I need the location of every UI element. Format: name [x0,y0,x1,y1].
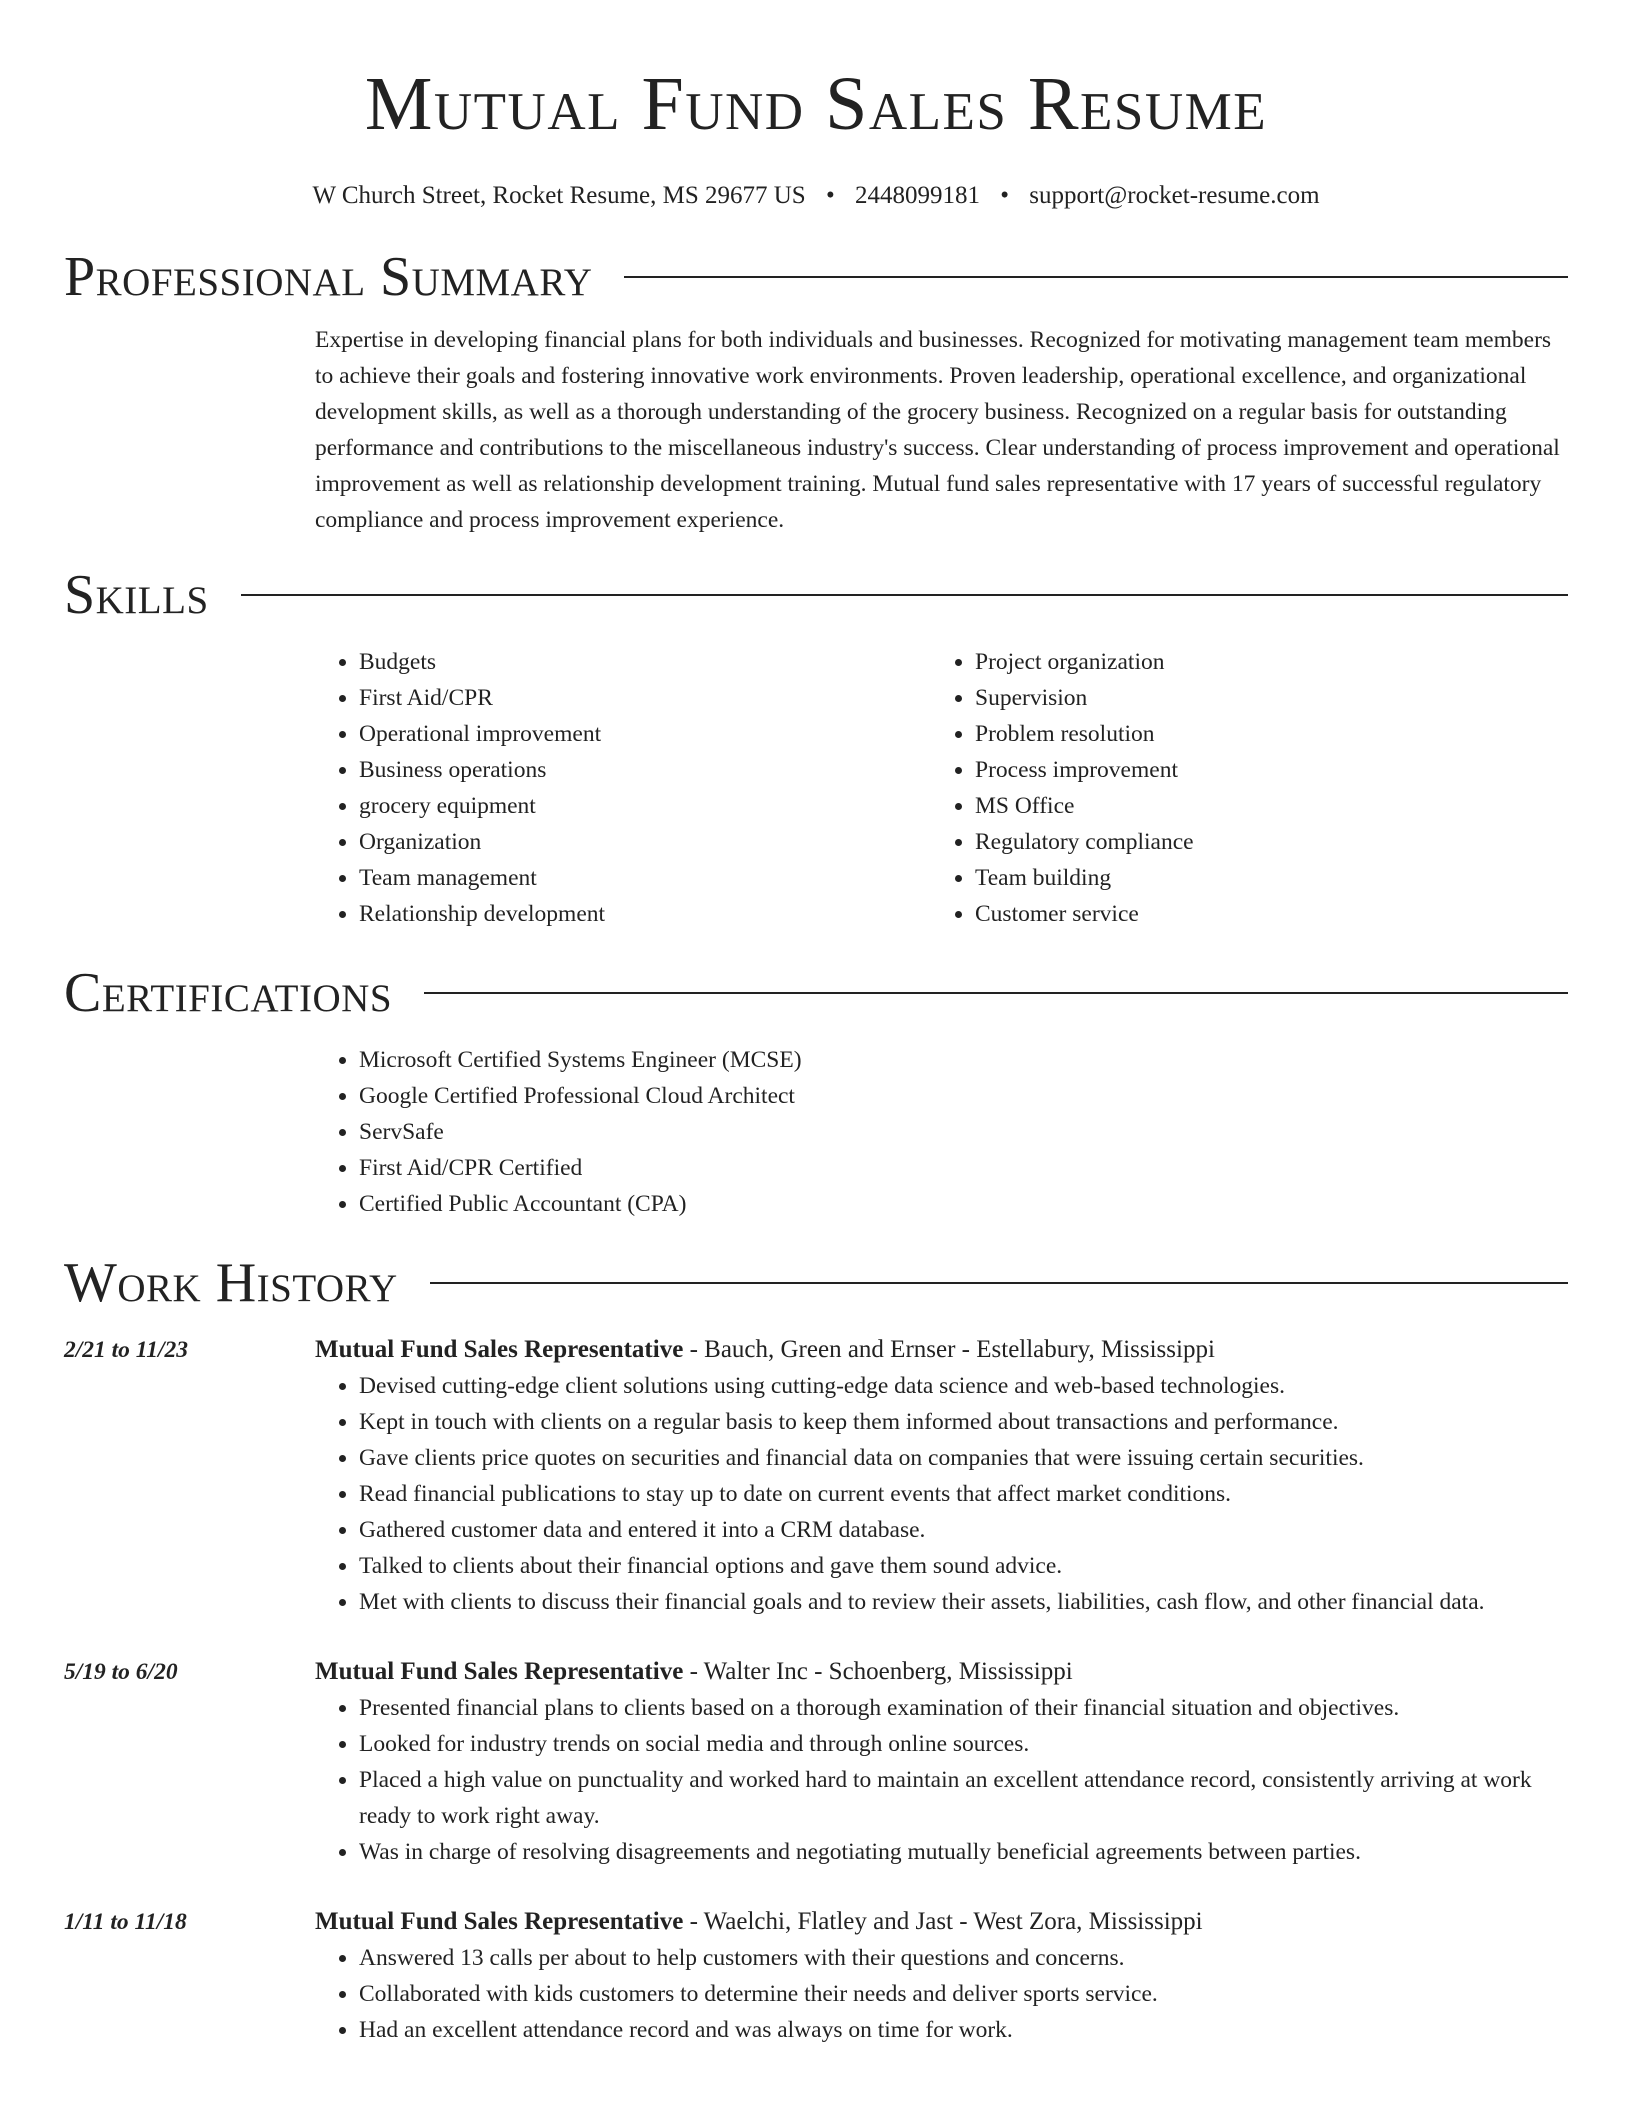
job-duty: • Talked to clients about their financial options and gave them sound advice. [359,1548,1568,1584]
skill-item: • Problem resolution [975,716,1547,752]
job-duty: • Presented financial plans to clients based on a thorough examination of their financial situation and objectives. [359,1690,1568,1726]
certifications-list [315,1042,1568,1222]
skill-item: • Operational improvement [359,716,931,752]
job-dates: 5/19 to 6/20 [64,1659,178,1685]
certification-item: • First Aid/CPR Certified [359,1150,1568,1186]
contact-separator: • [825,182,835,209]
job-duty: • Gathered customer data and entered it into a CRM database. [359,1512,1568,1548]
job-duties [315,1940,1568,2048]
job-title: Mutual Fund Sales Representative [315,1908,684,1935]
skills-grid [315,644,1568,932]
skills-column-left [315,644,931,932]
job-entry [64,1654,1568,1870]
section-divider [624,276,1568,278]
certification-item: • Google Certified Professional Cloud Architect [359,1078,1568,1114]
skill-item: • Customer service [975,896,1547,932]
job-duty: • Gave clients price quotes on securities and financial data on companies that were issuing certain securities. [359,1440,1568,1476]
job-dates: 1/11 to 11/18 [64,1909,187,1935]
skill-item: • Budgets [359,644,931,680]
job-employer: - Waelchi, Flatley and Jast - West Zora, Mississippi [683,1908,1203,1935]
skill-item: • grocery equipment [359,788,931,824]
job-heading [315,1654,1568,1690]
skill-item: • MS Office [975,788,1547,824]
job-title: Mutual Fund Sales Representative [315,1658,684,1685]
job-duty: • Was in charge of resolving disagreements and negotiating mutually beneficial agreements between parties. [359,1834,1568,1870]
job-duty: • Looked for industry trends on social media and through online sources. [359,1726,1568,1762]
job-duty: • Devised cutting-edge client solutions using cutting-edge data science and web-based technologies. [359,1368,1568,1404]
job-employer: - Bauch, Green and Ernser - Estellabury, Mississippi [683,1336,1215,1363]
skill-item: • Relationship development [359,896,931,932]
skills-list-right [931,644,1547,932]
certifications-block [315,1042,1568,1222]
job-entry [64,1904,1568,2048]
summary-heading: Professional Summary [64,246,593,308]
job-details [315,1332,1568,1620]
skill-item: • Team building [975,860,1547,896]
certification-item: • Certified Public Accountant (CPA) [359,1186,1568,1222]
skill-item: • Team management [359,860,931,896]
job-details [315,1654,1568,1870]
summary-text: Expertise in developing financial plans for both individuals and businesses. Recognized for motivating management team members to achieve their goals and fostering innovative work environments. Proven leadership, operational excellence, and organizational development skills, as well as a thorough understanding of the grocery business. Recognized on a regular basis for outstanding performance and contributions to the miscellaneous industry's success. Clear understanding of process improvement and operational improvement as well as relationship development training. Mutual fund sales representative with 17 years of successful regulatory compliance and process improvement experience. [315,327,1560,533]
contact-phone: 2448099181 [854,182,980,209]
job-duty: • Placed a high value on punctuality and worked hard to maintain an excellent attendance record, consistently arriving at work ready to work right away. [359,1762,1568,1834]
contact-line [64,180,1568,212]
contact-address: W Church Street, Rocket Resume, MS 29677 US [312,182,806,209]
job-duty: • Answered 13 calls per about to help customers with their questions and concerns. [359,1940,1568,1976]
summary-section-header [64,246,1568,308]
skill-item: • Supervision [975,680,1547,716]
job-duties [315,1690,1568,1870]
skill-item: • Business operations [359,752,931,788]
job-entry [64,1332,1568,1620]
skill-item: • Project organization [975,644,1547,680]
job-details [315,1904,1568,2048]
contact-email: support@rocket-resume.com [1029,182,1320,209]
job-duty: • Collaborated with kids customers to determine their needs and deliver sports service. [359,1976,1568,2012]
section-divider [430,1282,1568,1284]
skill-item: • Process improvement [975,752,1547,788]
skills-heading: Skills [64,564,209,626]
skills-section-header [64,564,1568,626]
job-duty: • Read financial publications to stay up to date on current events that affect market conditions. [359,1476,1568,1512]
contact-separator: • [1000,182,1009,209]
skill-item: • Regulatory compliance [975,824,1547,860]
job-employer: - Walter Inc - Schoenberg, Mississippi [683,1658,1073,1685]
certification-item: • Microsoft Certified Systems Engineer (MCSE) [359,1042,1568,1078]
certifications-section-header [64,962,1568,1024]
job-duty: • Met with clients to discuss their financial goals and to review their assets, liabilities, cash flow, and other financial data. [359,1584,1568,1620]
skill-item: • First Aid/CPR [359,680,931,716]
job-dates: 2/21 to 11/23 [64,1337,189,1363]
section-divider [241,594,1568,596]
skills-column-right [931,644,1547,932]
job-duty: • Kept in touch with clients on a regular basis to keep them informed about transactions and performance. [359,1404,1568,1440]
job-heading [315,1904,1568,1940]
skills-list-left [315,644,931,932]
job-heading [315,1332,1568,1368]
job-title: Mutual Fund Sales Representative [315,1336,684,1363]
job-duty: • Had an excellent attendance record and was always on time for work. [359,2012,1568,2048]
job-duties [315,1368,1568,1620]
section-divider [424,992,1568,994]
resume-title: Mutual Fund Sales Resume [364,62,1268,146]
skill-item: • Organization [359,824,931,860]
work-section-header [64,1252,1568,1314]
work-heading: Work History [64,1252,398,1314]
certifications-heading: Certifications [64,962,393,1024]
certification-item: • ServSafe [359,1114,1568,1150]
